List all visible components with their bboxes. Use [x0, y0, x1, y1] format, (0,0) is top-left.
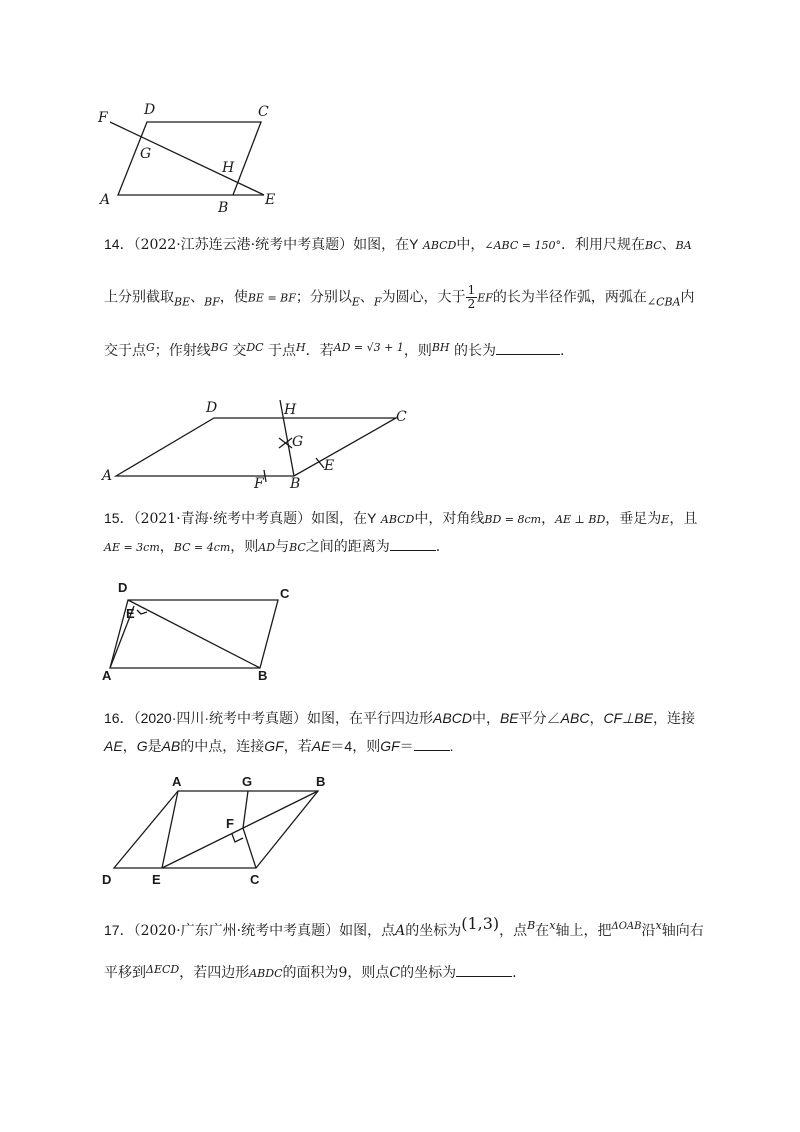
- q15-number: 15．: [104, 510, 134, 526]
- q15-ae: AE = 3cm: [104, 541, 160, 554]
- right-angle-mark: [137, 610, 147, 614]
- q14-text-7: 为圆心，大于: [381, 289, 466, 306]
- segment-be: [162, 791, 318, 868]
- q14-e: E: [351, 295, 360, 309]
- q14-bf: BF: [204, 295, 220, 309]
- label-c: C: [280, 586, 290, 601]
- q17-text-9: ，若四边形: [179, 965, 250, 981]
- q16-text-5: ，连接: [652, 710, 695, 726]
- q15-bd: BD = 8cm: [484, 513, 542, 526]
- q14-sep2: 、: [190, 289, 205, 306]
- q14-end: .: [559, 343, 565, 359]
- q16-number: 16．: [104, 710, 134, 726]
- q17-text-6: 沿: [641, 923, 656, 939]
- q14-number: 14．: [104, 236, 134, 252]
- label-b: B: [316, 774, 326, 789]
- q14-f: F: [373, 295, 382, 309]
- question-16: [104, 708, 724, 756]
- q15-answer-blank[interactable]: [390, 536, 436, 551]
- q14-be: BE: [174, 295, 191, 309]
- label-h: H: [222, 160, 235, 176]
- q14-ef: EF: [477, 291, 493, 305]
- q14-g: G: [146, 341, 155, 354]
- label-e: E: [126, 606, 135, 621]
- q15-text-1: 如图，在: [311, 511, 368, 527]
- q14-bc: BC: [644, 239, 662, 252]
- q16-text-1: 如图，在平行四边形: [307, 710, 434, 726]
- q16-abc: ABC: [560, 710, 590, 726]
- q14-line-1: [104, 234, 724, 254]
- q16-text-9: ，若: [283, 738, 312, 754]
- q14-text-5: ，使: [219, 289, 248, 306]
- q14-sep: 、: [661, 237, 676, 253]
- label-c: C: [250, 872, 260, 887]
- q16-g: G: [136, 738, 148, 754]
- q15-text-6: ，: [159, 539, 174, 555]
- label-e: E: [265, 192, 276, 208]
- q14-text-14: ．若: [305, 343, 334, 359]
- q16-text-4: ，: [589, 710, 604, 726]
- label-g: G: [140, 146, 152, 162]
- q14-abcd: ABCD: [422, 239, 457, 252]
- label-g: G: [242, 774, 253, 789]
- q15-end: .: [435, 539, 441, 555]
- label-d: D: [118, 580, 128, 595]
- segment-cf: [243, 828, 256, 868]
- q17-ecd: ΔECD: [146, 963, 180, 976]
- label-d: D: [102, 872, 112, 887]
- q17-text-11: 的坐标为: [400, 965, 457, 981]
- q16-ab: AB: [161, 738, 181, 754]
- question-15: [104, 508, 724, 556]
- label-e: E: [152, 872, 161, 887]
- q14-text-16: 的长为: [453, 343, 496, 359]
- q17-text-7: 轴向右: [661, 923, 704, 939]
- label-d: D: [206, 400, 218, 416]
- parallelogram-abcd: [116, 418, 396, 476]
- q16-line-1: [104, 708, 724, 728]
- q14-text-15: ，则: [403, 343, 432, 359]
- q14-answer-blank[interactable]: [496, 340, 560, 355]
- figure-q15-svg: [96, 576, 296, 684]
- q16-text-7: 是: [147, 738, 162, 754]
- q14-text-1: 如图，在: [353, 237, 410, 253]
- q15-bc2: BC: [289, 541, 306, 554]
- q14-text-2: 中，: [456, 237, 485, 253]
- q17-a: A: [395, 923, 406, 939]
- label-b: B: [218, 200, 229, 216]
- q14-text-3: ．利用尺规在: [560, 237, 645, 253]
- label-a: A: [172, 774, 182, 789]
- label-g: G: [292, 434, 304, 450]
- label-a: A: [102, 468, 113, 484]
- q14-pgram-symbol: Y: [409, 236, 419, 252]
- q15-pgram-symbol: Y: [367, 510, 377, 526]
- q14-text-12: 交: [232, 343, 247, 359]
- q15-text-4: ，垂足为: [605, 511, 662, 527]
- q14-text-9: 内: [680, 289, 695, 306]
- q16-cf: CF⊥BE: [603, 710, 653, 726]
- q16-gf: GF: [264, 738, 284, 754]
- figure-q14: [96, 396, 416, 492]
- q16-text-8: 的中点，连接: [180, 738, 265, 754]
- q14-source: （2022·江苏连云港·统考中考真题）: [133, 237, 354, 253]
- q15-text-2: 中，对角线: [414, 511, 485, 527]
- label-b: B: [290, 476, 301, 492]
- q17-text-1: 如图，点: [339, 923, 396, 939]
- q17-number: 17．: [104, 922, 134, 938]
- q16-text-10: ＝4，则: [330, 738, 381, 754]
- q14-fraction: [466, 284, 478, 311]
- label-h: H: [284, 402, 297, 418]
- figure-q13: [96, 100, 286, 215]
- q14-cba: ∠CBA: [646, 295, 681, 309]
- figure-q16-svg: [96, 774, 346, 890]
- question-14: [104, 234, 724, 360]
- q16-be: BE: [499, 710, 519, 726]
- q14-sep3: 、: [359, 289, 374, 306]
- q14-angle: ∠ABC = 150°: [484, 239, 561, 252]
- q17-line-2: [104, 958, 724, 982]
- q16-answer-blank[interactable]: [414, 736, 450, 751]
- q14-text-11: ；作射线: [154, 343, 211, 359]
- q14-text-8: 的长为半径作弧，两弧在: [492, 289, 647, 306]
- q15-text-7: ，则: [230, 539, 259, 555]
- q14-ba: BA: [675, 239, 692, 252]
- q14-text-6: ；分别以: [295, 289, 352, 306]
- q16-end: .: [449, 738, 454, 754]
- q15-text-9: 之间的距离为: [305, 539, 390, 555]
- figure-q15: [96, 576, 296, 684]
- q15-ad: AD: [258, 541, 276, 554]
- q15-abcd: ABCD: [380, 513, 415, 526]
- q15-line-1: [104, 508, 724, 528]
- q14-frac-num: 1: [467, 283, 476, 297]
- q15-text-8: 与: [275, 539, 290, 555]
- q16-ae4: AE: [311, 738, 331, 754]
- q17-abdc: ABDC: [249, 967, 283, 980]
- q17-x2: x: [655, 919, 662, 932]
- q15-line-2: [104, 536, 724, 556]
- q15-source: （2021·青海·统考中考真题）: [133, 511, 312, 527]
- right-angle-mark: [232, 834, 243, 842]
- q17-x: x: [549, 919, 556, 932]
- label-a: A: [100, 192, 111, 208]
- q16-gf2: GF: [380, 738, 400, 754]
- q15-text-3: ，: [541, 511, 556, 527]
- q14-text-13: 于点: [268, 343, 297, 359]
- q14-text-10: 交于点: [104, 343, 146, 359]
- segment-ae: [162, 791, 178, 868]
- q16-ae: AE: [104, 738, 123, 754]
- figure-q16: [96, 774, 346, 890]
- q17-text-4: 在: [535, 923, 550, 939]
- label-c: C: [258, 104, 269, 120]
- parallelogram-abcd: [114, 791, 318, 868]
- q17-text-3: ，点: [499, 923, 528, 939]
- diagonal-bd: [128, 600, 260, 668]
- q17-end: .: [512, 965, 517, 981]
- q16-abcd: ABCD: [433, 710, 472, 726]
- q16-text-3: 平分∠: [518, 710, 561, 726]
- q16-text-11: ＝: [399, 738, 414, 754]
- q14-frac-den: 2: [467, 297, 476, 311]
- q15-e: E: [661, 513, 670, 526]
- q16-text-6: ，: [122, 738, 137, 754]
- q14-line-3: [104, 336, 724, 360]
- q14-bg: BG: [210, 341, 228, 354]
- q17-text-5: 轴上，把: [555, 923, 612, 939]
- q17-source: （2020·广东广州·统考中考真题）: [133, 923, 340, 939]
- q15-perp: AE ⊥ BD: [555, 513, 606, 526]
- q17-line-1: [104, 912, 724, 939]
- q14-beq: BE = BF: [247, 291, 296, 305]
- q15-bc: BC = 4cm: [173, 541, 231, 554]
- q17-text-2: 的坐标为: [405, 923, 462, 939]
- q17-text-10: 的面积为9，则点: [282, 965, 390, 981]
- q17-b: B: [527, 919, 536, 932]
- q17-oab: ΔOAB: [611, 921, 642, 932]
- label-c: C: [396, 409, 407, 425]
- q17-c: C: [389, 965, 401, 981]
- q17-text-8: 平移到: [104, 965, 146, 981]
- q16-text-2: 中，: [471, 710, 500, 726]
- q14-line-2: [104, 283, 724, 311]
- label-e: E: [324, 458, 335, 474]
- label-d: D: [144, 102, 156, 118]
- label-a: A: [102, 668, 112, 683]
- q17-answer-blank[interactable]: [456, 962, 512, 977]
- figure-q13-svg: [96, 100, 286, 215]
- q17-coord: (1,3): [461, 914, 500, 933]
- label-f: F: [98, 110, 108, 126]
- label-f: F: [226, 816, 234, 831]
- q14-ad: AD = √3 + 1: [333, 341, 404, 354]
- label-f: F: [254, 476, 264, 492]
- q14-h: H: [296, 341, 306, 354]
- q16-line-2: [104, 736, 724, 756]
- figure-q14-svg: [96, 396, 416, 492]
- q14-bh: BH: [431, 341, 450, 354]
- q15-text-5: ，且: [669, 511, 698, 527]
- q14-dc: DC: [246, 341, 264, 354]
- question-17: [104, 912, 724, 982]
- segment-gf: [243, 791, 248, 828]
- q16-source: （2020·四川·统考中考真题）: [133, 710, 308, 726]
- q14-text-4: 上分别截取: [104, 289, 174, 306]
- label-b: B: [258, 668, 268, 683]
